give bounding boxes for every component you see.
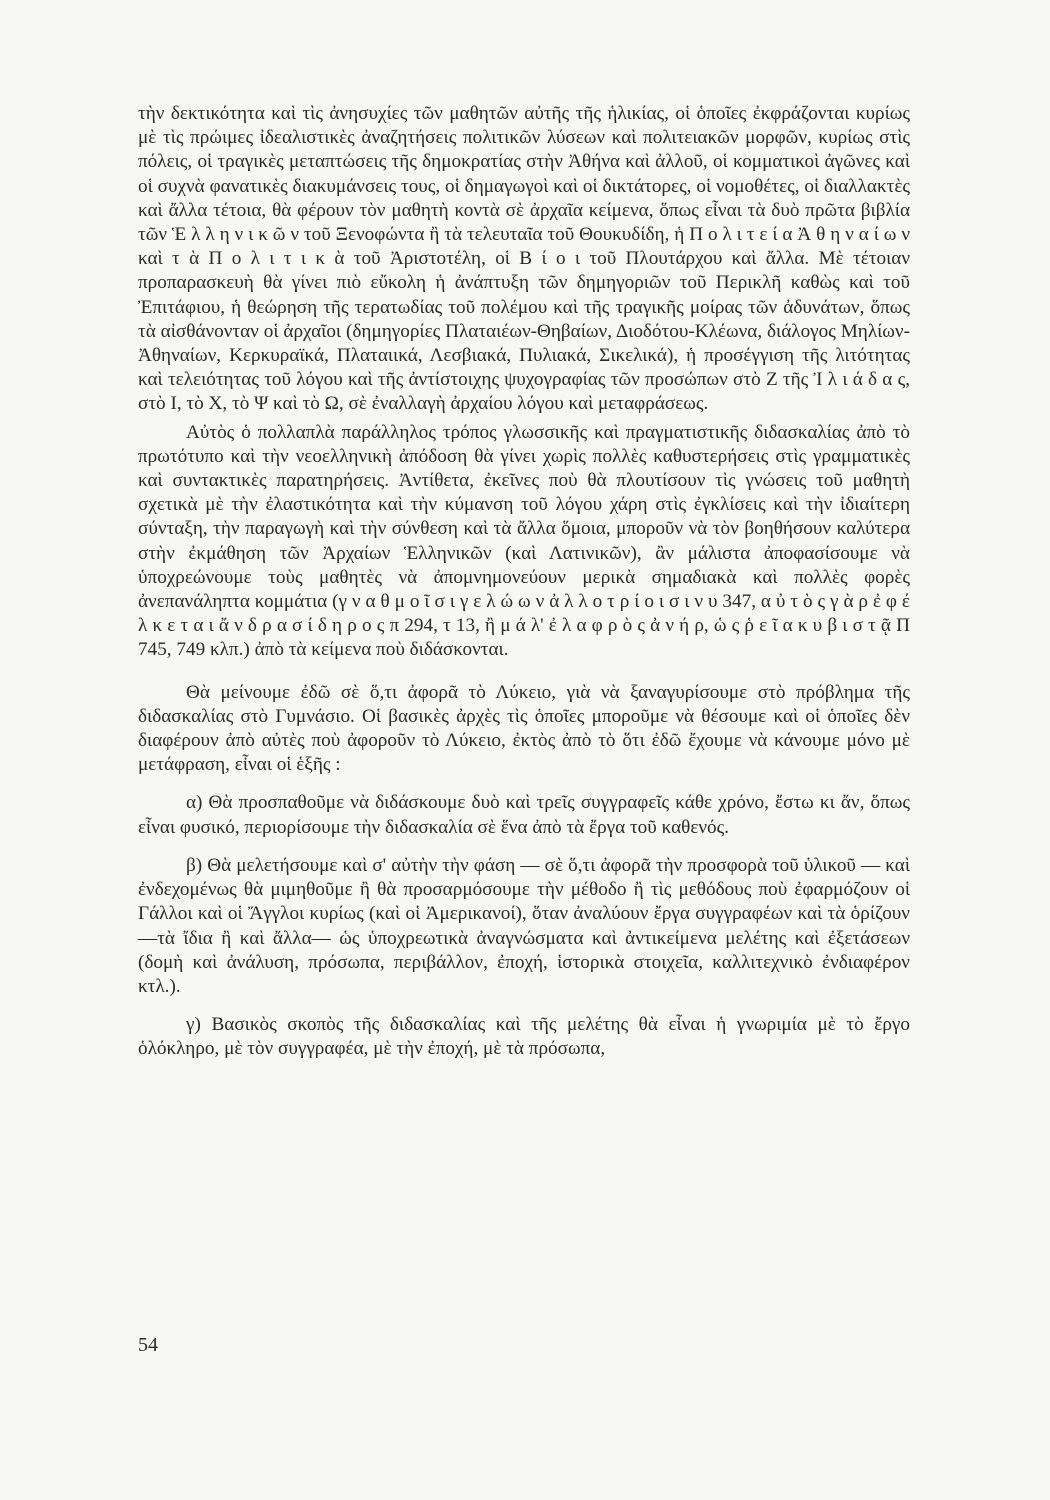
- paragraph-1: τὴν δεκτικότητα καὶ τὶς ἀνησυχίες τῶν μαθητῶν αὐτῆς τῆς ἡλικίας, οἱ ὁποῖες ἐκφράζονται κυρίως μὲ τὶς πρώιμες ἰδεαλιστικὲς ἀναζητήσεις πολιτικῶν λύσεων καὶ πολιτειακῶν μορφῶν, κυρίως στὶς πόλεις, οἱ τραγικὲς μεταπτώσεις τῆς δημοκρατίας στὴν Ἀθήνα καὶ ἀλλοῦ, οἱ κομματικοὶ ἀγῶνες καὶ οἱ συχνὰ φανατικὲς διακυμάνσεις τους, οἱ δημαγωγοὶ καὶ οἱ δικτάτορες, οἱ νομοθέτες, οἱ διαλλακτὲς καὶ ἄλλα τέτοια, θὰ φέρουν τὸν μαθητὴ κοντὰ σὲ ἀρχαῖα κείμενα, ὅπως εἶναι τὰ δυὸ πρῶτα βιβλία τῶν Ἑ λ λ η ν ι κ ῶ ν τοῦ Ξενοφώντα ἢ τὰ τελευταῖα τοῦ Θουκυδίδη, ἡ Π ο λ ι τ ε ί α Ἀ θ η ν α ί ω ν καὶ τ ὰ Π ο λ ι τ ι κ ὰ τοῦ Ἀριστοτέλη, οἱ Β ί ο ι τοῦ Πλουτάρχου καὶ ἄλλα. Μὲ τέτοιαν προπαρασκευὴ θὰ γίνει πιὸ εὔκολη ἡ ἀνάπτυξη τῶν δημηγοριῶν τοῦ Περικλῆ καθὼς καὶ τοῦ Ἐπιτάφιου, ἡ θεώρηση τῆς τερατωδίας τοῦ πολέμου καὶ τῆς τραγικῆς μοίρας τῶν ἀδυνάτων, ὅπως τὰ αἰσθάνονταν οἱ ἀρχαῖοι (δημηγορίες Πλαταιέων-Θηβαίων, Διοδότου-Κλέωνα, διάλογος Μηλίων-Ἀθηναίων, Κερκυραϊκά, Πλαταιικά, Λεσβιακά, Πυλιακά, Σικελικά), ἡ προσέγγιση τῆς λιτότητας καὶ τελειότητας τοῦ λόγου καὶ τῆς ἀντίστοιχης ψυχογραφίας τῶν προσώπων στὸ Ζ τῆς Ἰ λ ι ά δ α ς, στὸ Ι, τὸ Χ, τὸ Ψ καὶ τὸ Ω, σὲ ἐναλλαγὴ ἀρχαίου λόγου καὶ μεταφράσεως.: [138, 103, 910, 415]
- paragraph-4: α) Θὰ προσπαθοῦμε νὰ διδάσκουμε δυὸ καὶ τρεῖς συγγραφεῖς κάθε χρόνο, ἔστω κι ἄν, ὅπως εἶναι φυσικό, περιορίσουμε τὴν διδασκαλία σὲ ἕνα ἀπὸ τὰ ἔργα τοῦ καθενός.: [138, 792, 910, 838]
- paragraph-2: Αὐτὸς ὁ πολλαπλὰ παράλληλος τρόπος γλωσσικῆς καὶ πραγματιστικῆς διδασκαλίας ἀπὸ τὸ πρωτότυπο καὶ τὴν νεοελληνικὴ ἀπόδοση θὰ γίνει χωρὶς πολλὲς καθυστερήσεις στὶς γραμματικὲς καὶ συντακτικὲς παρατηρήσεις. Ἀντίθετα, ἐκεῖνες ποὺ θὰ πλουτίσουν τὶς γνώσεις τοῦ μαθητὴ σχετικὰ μὲ τὴν ἐλαστικότητα καὶ τὴν κύμανση τοῦ λόγου χάρη στὶς ἐγκλίσεις καὶ τὴν ἰδιαίτερη σύνταξη, τὴν παραγωγὴ καὶ τὴν σύνθεση καὶ τὰ ἄλλα ὅμοια, μποροῦν νὰ τὸν βοηθήσουν καλύτερα στὴν ἐκμάθηση τῶν Ἀρχαίων Ἑλληνικῶν (καὶ Λατινικῶν), ἂν μάλιστα ἀποφασίσουμε νὰ ὑποχρεώνουμε τοὺς μαθητὲς νὰ ἀπομνημονεύουν μερικὰ σημαδιακὰ καὶ πολλὲς φορὲς ἀνεπανάληπτα κομμάτια (γ ν α θ μ ο ῖ σ ι γ ε λ ώ ω ν ἀ λ λ ο τ ρ ί ο ι σ ι ν υ 347, α ὐ τ ὸ ς γ ὰ ρ ἐ φ έ λ κ ε τ α ι ἄ ν δ ρ α σ ί δ η ρ ο ς π 294, τ 13, ἢ μ ά λ' ἐ λ α φ ρ ὸ ς ἀ ν ή ρ, ὡ ς ῥ ε ῖ α κ υ β ι σ τ ᾷ Π 745, 749 κλπ.) ἀπὸ τὰ κείμενα ποὺ διδάσκονται.: [138, 421, 910, 661]
- paragraph-3: Θὰ μείνουμε ἐδῶ σὲ ὅ,τι ἀφορᾶ τὸ Λύκειο, γιὰ νὰ ξαναγυρίσουμε στὸ πρόβλημα τῆς διδασκαλίας στὸ Γυμνάσιο. Οἱ βασικὲς ἀρχὲς τὶς ὁποῖες μποροῦμε νὰ θέσουμε καὶ οἱ ὁποῖες δὲν διαφέρουν ἀπὸ αὐτὲς ποὺ ἀφοροῦν τὸ Λύκειο, ἐκτὸς ἀπὸ τὸ ὅτι ἐδῶ ἔχουμε νὰ κάνουμε μόνο μὲ μετάφραση, εἶναι οἱ ἑξῆς :: [138, 681, 910, 776]
- page-number: 54: [138, 1334, 158, 1356]
- body-text: [138, 102, 910, 1062]
- paragraph-5: β) Θὰ μελετήσουμε καὶ σ' αὐτὴν τὴν φάση — σὲ ὅ,τι ἀφορᾶ τὴν προσφορὰ τοῦ ὑλικοῦ — καὶ ἐνδεχομένως θὰ μιμηθοῦμε ἢ θὰ προσαρμόσουμε τὴν μέθοδο ἢ τὶς μεθόδους ποὺ ἐφαρμόζουν οἱ Γάλλοι καὶ οἱ Ἄγγλοι κυρίως (καὶ οἱ Ἀμερικανοί), ὅταν ἀναλύουν ἔργα συγγραφέων καὶ τὰ ὁρίζουν —τὰ ἴδια ἢ καὶ ἄλλα— ὡς ὑποχρεωτικὰ ἀναγνώσματα καὶ ἀντικείμενα μελέτης καὶ ἐξετάσεων (δομὴ καὶ ἀνάλυση, πρόσωπα, περιβάλλον, ἐποχή, ἱστορικὰ στοιχεῖα, καλλιτεχνικὸ ἐνδιαφέρον κτλ.).: [138, 854, 910, 997]
- paragraph-6: γ) Βασικὸς σκοπὸς τῆς διδασκαλίας καὶ τῆς μελέτης θὰ εἶναι ἡ γνωριμία μὲ τὸ ἔργο ὁλόκληρο, μὲ τὸν συγγραφέα, μὲ τὴν ἐποχή, μὲ τὰ πρόσωπα,: [138, 1014, 910, 1060]
